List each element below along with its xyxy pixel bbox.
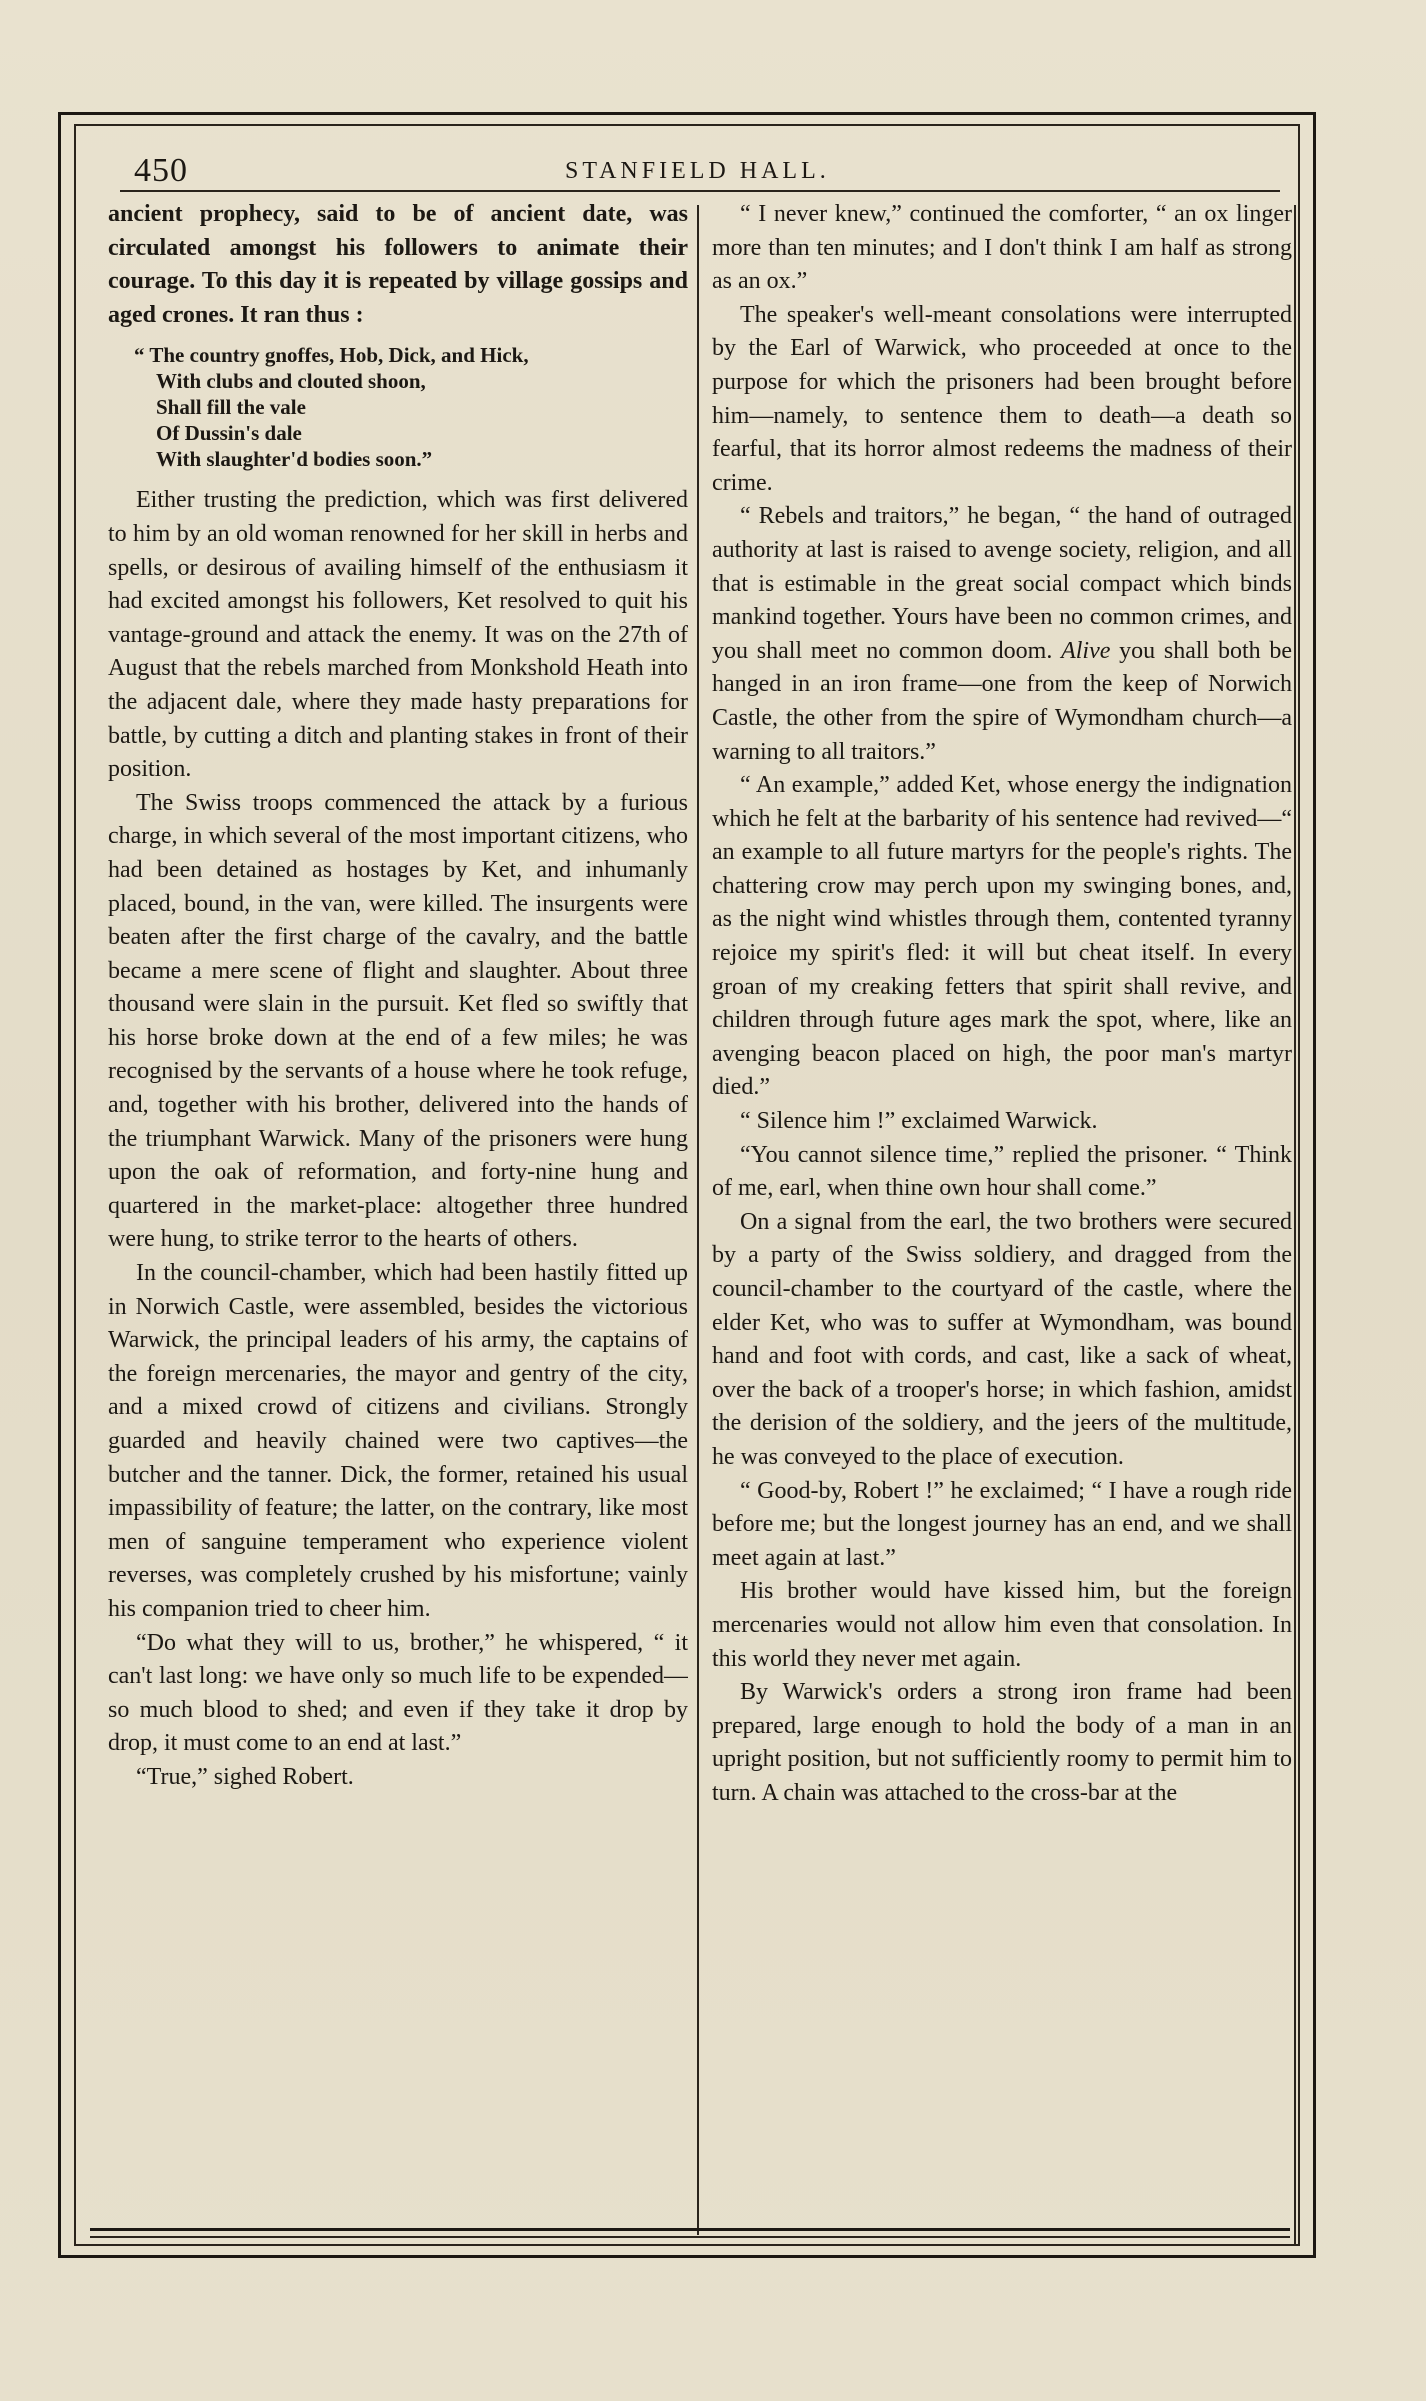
header-rule	[120, 190, 1280, 192]
verse-line: With slaughter'd bodies soon.”	[156, 447, 433, 472]
paragraph: By Warwick's orders a strong iron frame had been prepared, large enough to hold the body of a man in an upright position, but not sufficiently roomy to permit him to turn. A chain was attached to the cross-bar at the	[712, 1679, 1292, 1806]
left-column	[108, 198, 688, 2238]
paragraph: His brother would have kissed him, but the foreign mercenaries would not allow him even that consolation. In this world they never met again.	[712, 1578, 1292, 1672]
emphasis: Alive	[1061, 637, 1111, 664]
page-number: 450	[134, 152, 188, 189]
paragraph: “ Good-by, Robert !” he exclaimed; “ I have a rough ride before me; but the longest journey has an end, and we shall meet again at last.”	[712, 1477, 1292, 1571]
paragraph: On a signal from the earl, the two brothers were secured by a party of the Swiss soldiery, and dragged from the council-chamber to the courtyard of the castle, where the elder Ket, who was to suffer at Wymondham, was bound hand and foot with cords, and cast, like a sack of wheat, over the back of a trooper's horse; in which fashion, amidst the derision of the soldiery, and the jeers of the multitude, he was conveyed to the place of execution.	[712, 1208, 1292, 1470]
right-column-rule	[1294, 205, 1296, 2245]
paragraph: In the council-chamber, which had been hastily fitted up in Norwich Castle, were assembled, besides the victorious Warwick, the principal leaders of his army, the captains of the foreign mercenaries, the mayor and gentry of the city, and a mixed crowd of citizens and civilians. Strongly guarded and heavily chained were two captives—the butcher and the tanner. Dick, the former, retained his usual impassibility of feature; the latter, on the contrary, like most men of sanguine temperament who experience violent reverses, was completely crushed by his misfortune; vainly his companion tried to cheer him.	[108, 1260, 688, 1622]
footer-rule	[90, 2228, 1290, 2231]
column-divider	[697, 205, 699, 2235]
paragraph: ancient prophecy, said to be of ancient date, was circulated amongst his followers to animate their courage. To this day it is repeated by village gossips and aged crones. It ran thus :	[108, 201, 688, 328]
verse-line: Shall fill the vale	[156, 395, 306, 420]
text-span: you shall both be hanged in an iron frame—one from the keep of Norwich Castle, the other from the spire of Wymondham church—a warning to all traitors.”	[712, 637, 1292, 765]
verse-line: Of Dussin's dale	[156, 421, 302, 446]
verse-quotation	[134, 342, 688, 472]
footer-rule	[90, 2236, 1290, 2238]
paragraph: The speaker's well-meant consolations were interrupted by the Earl of Warwick, who proceeded at once to the purpose for which the prisoners had been brought before him—namely, to sentence them to death—a death so fearful, that its horror almost redeems the madness of their crime.	[712, 301, 1292, 496]
paragraph: “ I never knew,” continued the comforter, “ an ox linger more than ten minutes; and I don't think I am half as strong as an ox.”	[712, 201, 1292, 295]
paragraph: “Do what they will to us, brother,” he whispered, “ it can't last long: we have only so much life to be expended—so much blood to shed; and even if they take it drop by drop, it must come to an end at last.”	[108, 1629, 688, 1757]
text-span: “ Rebels and traitors,” he began, “ the hand of outraged authority at last is raised to avenge society, religion, and all that is estimable in the great social compact which binds mankind together. Yours have been no common crimes, and you shall meet no common doom.	[712, 503, 1292, 664]
paragraph: “You cannot silence time,” replied the prisoner. “ Think of me, earl, when thine own hour shall come.”	[712, 1141, 1292, 1202]
right-column	[712, 198, 1292, 2238]
paragraph	[712, 500, 1292, 769]
verse-line: With clubs and clouted shoon,	[156, 369, 426, 394]
paragraph: The Swiss troops commenced the attack by a furious charge, in which several of the most important citizens, who had been detained as hostages by Ket, and inhumanly placed, bound, in the van, were killed. The insurgents were beaten after the first charge of the cavalry, and the battle became a mere scene of flight and slaughter. About three thousand were slain in the pursuit. Ket fled so swiftly that his horse broke down at the end of a few miles; he was recognised by the servants of a house where he took refuge, and, together with his brother, delivered into the hands of the triumphant Warwick. Many of the prisoners were hung upon the oak of reformation, and forty-nine hung and quartered in the market-place: altogether three hundred were hung, to strike terror to the hearts of others.	[108, 789, 688, 1253]
verse-line: “ The country gnoffes, Hob, Dick, and Hick,	[134, 343, 529, 368]
paragraph: “ Silence him !” exclaimed Warwick.	[740, 1108, 1098, 1135]
paragraph: Either trusting the prediction, which was first delivered to him by an old woman renowned for her skill in herbs and spells, or desirous of availing himself of the enthusiasm it had excited amongst his followers, Ket resolved to quit his vantage-ground and attack the enemy. It was on the 27th of August that the rebels marched from Monkshold Heath into the adjacent dale, where they made hasty preparations for battle, by cutting a ditch and planting stakes in front of their position.	[108, 487, 688, 783]
running-title: STANFIELD HALL.	[565, 158, 830, 184]
paragraph: “True,” sighed Robert.	[136, 1763, 354, 1790]
paragraph: “ An example,” added Ket, whose energy the indignation which he felt at the barbarity of his sentence had revived—“ an example to all future martyrs for the people's rights. The chattering crow may perch upon my swinging bones, and, as the night wind whistles through them, contented tyranny rejoice my spirit's fled: it will but cheat itself. In every groan of my creaking fetters that spirit shall revive, and children through future ages mark the spot, where, like an avenging beacon placed on high, the poor man's martyr died.”	[712, 772, 1292, 1101]
running-head	[130, 148, 1310, 192]
